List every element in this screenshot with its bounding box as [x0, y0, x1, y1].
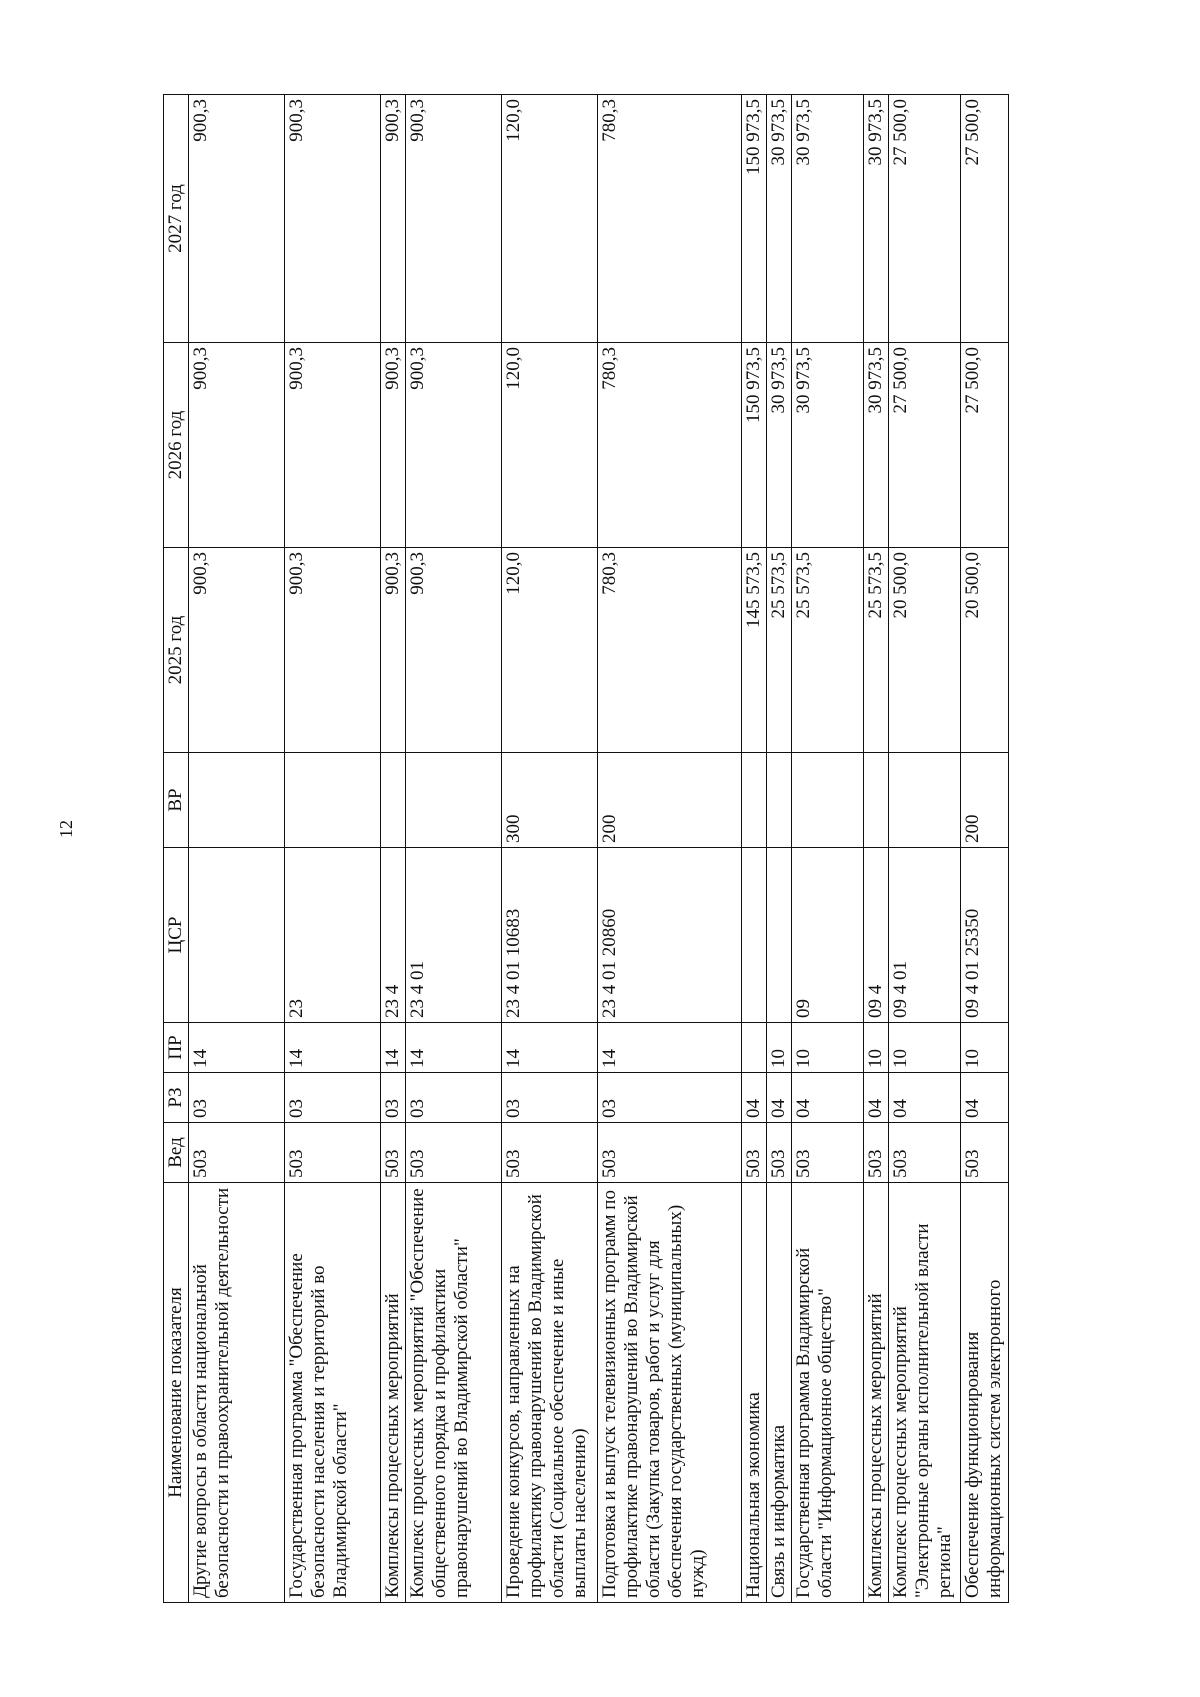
- budget-table: [163, 94, 1009, 1603]
- cell-2026: 120,0: [502, 343, 598, 548]
- cell-name: Комплекс процессных мероприятий "Электронные органы исполнительной власти региона": [889, 1183, 961, 1603]
- cell-2026: 780,3: [598, 343, 742, 548]
- cell-2026: 30 973,5: [792, 343, 864, 548]
- cell-pr: 14: [406, 1023, 502, 1073]
- cell-2027: 780,3: [598, 95, 742, 343]
- header-vr: ВР: [164, 753, 189, 848]
- cell-2027: 27 500,0: [889, 95, 961, 343]
- cell-vr: [381, 753, 406, 848]
- cell-vr: [285, 753, 381, 848]
- cell-name: Комплекс процессных мероприятий "Обеспечение общественного порядка и профилактики правонарушений во Владимирской области": [406, 1183, 502, 1603]
- header-ved: Вед: [164, 1123, 189, 1183]
- cell-ved: 503: [598, 1123, 742, 1183]
- cell-2027: 150 973,5: [742, 95, 767, 343]
- cell-vr: [767, 753, 792, 848]
- header-pr: ПР: [164, 1023, 189, 1073]
- cell-csr: [189, 848, 285, 1023]
- cell-2025: 900,3: [189, 548, 285, 753]
- cell-rz: 04: [767, 1073, 792, 1123]
- cell-name: Обеспечение функционирования информационных систем электронного: [961, 1183, 1009, 1603]
- cell-rz: 03: [189, 1073, 285, 1123]
- cell-2026: 30 973,5: [767, 343, 792, 548]
- cell-2025: 900,3: [381, 548, 406, 753]
- cell-name: Другие вопросы в области национальной безопасности и правоохранительной деятельности: [189, 1183, 285, 1603]
- cell-2026: 27 500,0: [889, 343, 961, 548]
- cell-2025: 25 573,5: [864, 548, 889, 753]
- table-row: [864, 95, 889, 1603]
- cell-name: Комплексы процессных мероприятий: [864, 1183, 889, 1603]
- table-header-row: [164, 95, 189, 1603]
- cell-csr: 09: [792, 848, 864, 1023]
- cell-rz: 04: [961, 1073, 1009, 1123]
- cell-ved: 503: [502, 1123, 598, 1183]
- cell-rz: 03: [502, 1073, 598, 1123]
- cell-2027: 900,3: [381, 95, 406, 343]
- cell-2025: 25 573,5: [792, 548, 864, 753]
- cell-2027: 120,0: [502, 95, 598, 343]
- cell-2026: 900,3: [406, 343, 502, 548]
- cell-2027: 30 973,5: [792, 95, 864, 343]
- page-number: 12: [56, 820, 76, 838]
- cell-rz: 04: [742, 1073, 767, 1123]
- cell-vr: 200: [961, 753, 1009, 848]
- cell-vr: 200: [598, 753, 742, 848]
- cell-ved: 503: [864, 1123, 889, 1183]
- cell-vr: 300: [502, 753, 598, 848]
- cell-2026: 150 973,5: [742, 343, 767, 548]
- cell-2026: 900,3: [381, 343, 406, 548]
- cell-2027: 900,3: [406, 95, 502, 343]
- rotated-table-container: [163, 95, 1200, 1603]
- header-2027: 2027 год: [164, 95, 189, 343]
- cell-2025: 900,3: [406, 548, 502, 753]
- table-row: [598, 95, 742, 1603]
- cell-2027: 30 973,5: [767, 95, 792, 343]
- cell-ved: 503: [742, 1123, 767, 1183]
- table-row: [961, 95, 1009, 1603]
- cell-pr: 14: [381, 1023, 406, 1073]
- cell-2026: 27 500,0: [961, 343, 1009, 548]
- table-row: [381, 95, 406, 1603]
- cell-csr: [767, 848, 792, 1023]
- cell-rz: 03: [406, 1073, 502, 1123]
- cell-2026: 30 973,5: [864, 343, 889, 548]
- cell-ved: 503: [889, 1123, 961, 1183]
- cell-2025: 25 573,5: [767, 548, 792, 753]
- cell-ved: 503: [381, 1123, 406, 1183]
- cell-vr: [189, 753, 285, 848]
- cell-2027: 900,3: [285, 95, 381, 343]
- cell-pr: 10: [792, 1023, 864, 1073]
- cell-name: Подготовка и выпуск телевизионных программ по профилактике правонарушений во Владимирской области (Закупка товаров, работ и услуг для обеспечения государственных (муниципальных) нужд): [598, 1183, 742, 1603]
- cell-csr: 09 4 01 25350: [961, 848, 1009, 1023]
- table-row: [792, 95, 864, 1603]
- cell-name: Проведение конкурсов, направленных на профилактику правонарушений во Владимирской области (Социальное обеспечение и иные выплаты населению): [502, 1183, 598, 1603]
- cell-csr: 23 4: [381, 848, 406, 1023]
- cell-2025: 900,3: [285, 548, 381, 753]
- cell-csr: 09 4 01: [889, 848, 961, 1023]
- cell-2025: 780,3: [598, 548, 742, 753]
- cell-pr: 10: [864, 1023, 889, 1073]
- cell-vr: [792, 753, 864, 848]
- cell-name: Государственная программа "Обеспечение безопасности населения и территорий во Владимирской области": [285, 1183, 381, 1603]
- table-row: [406, 95, 502, 1603]
- cell-2027: 30 973,5: [864, 95, 889, 343]
- cell-pr: 14: [502, 1023, 598, 1073]
- cell-csr: 23 4 01 10683: [502, 848, 598, 1023]
- cell-ved: 503: [767, 1123, 792, 1183]
- cell-rz: 03: [285, 1073, 381, 1123]
- cell-2027: 27 500,0: [961, 95, 1009, 343]
- cell-pr: 14: [189, 1023, 285, 1073]
- cell-ved: 503: [189, 1123, 285, 1183]
- table-row: [767, 95, 792, 1603]
- cell-name: Связь и информатика: [767, 1183, 792, 1603]
- header-rz: РЗ: [164, 1073, 189, 1123]
- table-row: [502, 95, 598, 1603]
- cell-rz: 03: [381, 1073, 406, 1123]
- cell-2027: 900,3: [189, 95, 285, 343]
- cell-csr: 23: [285, 848, 381, 1023]
- table-row: [189, 95, 285, 1603]
- cell-ved: 503: [792, 1123, 864, 1183]
- cell-ved: 503: [285, 1123, 381, 1183]
- cell-csr: 23 4 01 20860: [598, 848, 742, 1023]
- cell-rz: 04: [889, 1073, 961, 1123]
- cell-name: Национальная экономика: [742, 1183, 767, 1603]
- cell-csr: 23 4 01: [406, 848, 502, 1023]
- cell-2025: 120,0: [502, 548, 598, 753]
- cell-pr: 10: [767, 1023, 792, 1073]
- cell-vr: [742, 753, 767, 848]
- cell-rz: 04: [792, 1073, 864, 1123]
- cell-2025: 20 500,0: [889, 548, 961, 753]
- cell-csr: [742, 848, 767, 1023]
- table-row: [889, 95, 961, 1603]
- cell-pr: [742, 1023, 767, 1073]
- table-row: [742, 95, 767, 1603]
- cell-vr: [406, 753, 502, 848]
- cell-vr: [864, 753, 889, 848]
- header-2025: 2025 год: [164, 548, 189, 753]
- cell-rz: 04: [864, 1073, 889, 1123]
- cell-rz: 03: [598, 1073, 742, 1123]
- cell-2026: 900,3: [189, 343, 285, 548]
- cell-csr: 09 4: [864, 848, 889, 1023]
- cell-ved: 503: [961, 1123, 1009, 1183]
- cell-pr: 10: [889, 1023, 961, 1073]
- cell-pr: 14: [598, 1023, 742, 1073]
- cell-2025: 145 573,5: [742, 548, 767, 753]
- header-2026: 2026 год: [164, 343, 189, 548]
- cell-vr: [889, 753, 961, 848]
- cell-ved: 503: [406, 1123, 502, 1183]
- cell-pr: 10: [961, 1023, 1009, 1073]
- header-name: Наименование показателя: [164, 1183, 189, 1603]
- cell-2025: 20 500,0: [961, 548, 1009, 753]
- table-row: [285, 95, 381, 1603]
- cell-pr: 14: [285, 1023, 381, 1073]
- cell-2026: 900,3: [285, 343, 381, 548]
- header-csr: ЦСР: [164, 848, 189, 1023]
- cell-name: Комплексы процессных мероприятий: [381, 1183, 406, 1603]
- cell-name: Государственная программа Владимирской области "Информационное общество": [792, 1183, 864, 1603]
